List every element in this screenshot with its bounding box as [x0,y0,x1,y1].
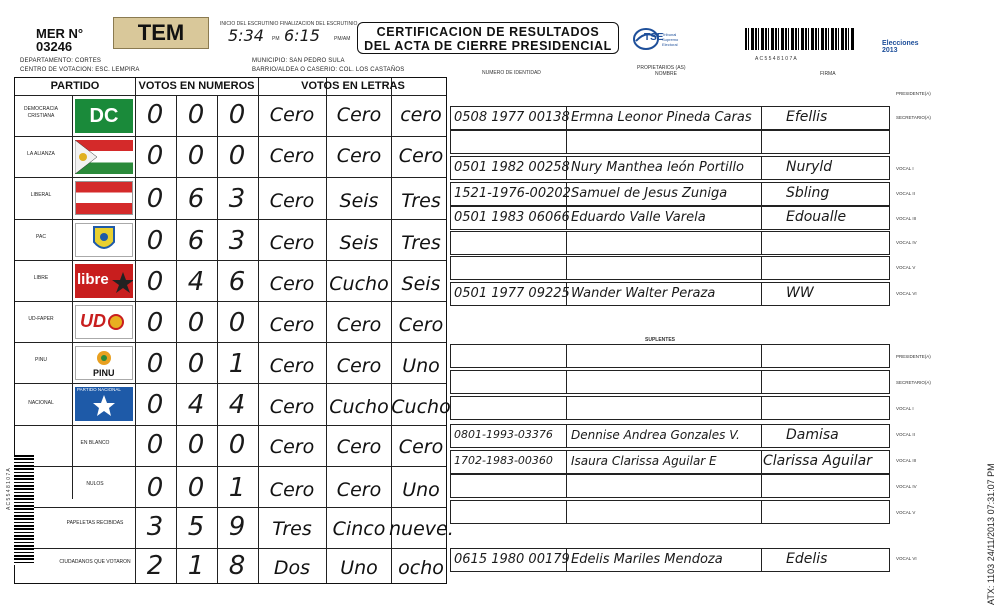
role-label: SECRETARIO(A) [896,380,931,385]
word: Cero [336,145,382,167]
digit: 1 [228,349,246,379]
digit: 0 [228,308,246,338]
votos-numeros-header: VOTOS EN NUMEROS [138,80,255,92]
digit: 4 [228,390,246,420]
word: Uno [340,557,378,579]
nombre: Isaura Clarissa Aguilar E [571,454,717,468]
nombre: Dennise Andrea Gonzales V. [571,428,740,442]
digit: 0 [228,430,246,460]
digit: 0 [146,141,164,171]
word: cero [400,104,442,126]
partido-header: PARTIDO [50,80,100,92]
party-row-pac [15,219,446,260]
nombre: Samuel de Jesus Zuniga [571,186,728,201]
digit: 0 [146,100,164,130]
propietario-row [450,206,890,230]
suplente-row [450,396,890,420]
word: Cucho [391,396,451,418]
digit: 2 [146,551,164,581]
suplente-row [450,344,890,368]
dni: 0615 1980 00179 [454,552,570,567]
pm-label-1: PM [272,36,280,42]
role-label: VOCAL V [896,510,916,515]
votos-letras-header: VOTOS EN LETRAS [301,80,405,92]
word: Cero [269,190,315,212]
role-label: VOCAL VI [896,556,917,561]
nacional-logo-text: PARTIDO NACIONAL [77,387,121,392]
digit: 0 [146,390,164,420]
word: Uno [402,355,440,377]
nombre: Ermna Leonor Pineda Caras [571,110,752,125]
role-label: PRESIDENTE(A) [896,354,931,359]
suplente-row [450,370,890,394]
propietario-row [450,182,890,206]
dni: 1521-1976-00202 [454,186,571,201]
numero-identidad-label: NUMERO DE IDENTIDAD [482,70,541,76]
mer-number: 03246 [36,39,73,54]
word: Cero [336,355,382,377]
side-stamp: ATX: 1103 24/11/2013 07:31:07 PM [986,463,996,605]
role-label: VOCAL IV [896,240,917,245]
party-name: NACIONAL [28,400,54,406]
alianza-logo [75,140,133,174]
pac-logo [75,223,133,257]
digit: 0 [146,226,164,256]
party-row-ud [15,301,446,342]
digit: 0 [146,308,164,338]
row-label: NULOS [86,481,104,487]
mer-label: MER N° [36,26,84,41]
word: Cero [269,436,315,458]
word: Tres [401,190,441,212]
row-nulos [15,466,446,507]
digit: 8 [228,551,246,581]
digit: 0 [228,141,246,171]
fin-value: 6:15 [284,26,320,45]
title-line-1: CERTIFICACION DE RESULTADOS [376,25,600,39]
party-name: PAC [36,234,46,240]
word: Tres [272,518,312,540]
role-label: VOCAL III [896,458,917,463]
propietario-row [450,282,890,306]
digit: 3 [146,512,164,542]
suplente-row [450,474,890,498]
propietario-row [450,106,890,130]
word: Cero [398,314,444,336]
inicio-value: 5:34 [228,26,264,45]
row-label: CIUDADANOS QUE VOTARON [59,559,131,565]
word: Cucho [329,273,389,295]
dni: 0501 1982 00258 [454,160,570,175]
suplente-row [450,500,890,524]
ud-logo [75,305,133,339]
role-label: PRESIDENTE(A) [896,91,931,96]
word: Cero [269,396,315,418]
nacional-star-icon [75,387,133,421]
inicio-label: INICIO DEL ESCRUTINIO FINALIZACION DEL ESCRUTINIO [220,21,358,27]
propietarios-label: PROPIETARIOS (AS) [637,65,686,71]
digit: 0 [187,308,205,338]
pac-shield-icon [76,224,132,256]
word: Cero [269,145,315,167]
word: Cero [269,314,315,336]
word: Cinco [332,518,386,540]
word: Cero [269,355,315,377]
firma: WW [786,285,814,301]
role-label: VOCAL III [896,216,917,221]
propietario-row [450,256,890,280]
digit: 0 [187,100,205,130]
tem-badge: TEM [113,17,209,49]
pinu-logo-text: PINU [93,368,115,378]
departamento: DEPARTAMENTO: CORTES [20,58,102,64]
row-label: EN BLANCO [80,440,110,446]
digit: 0 [146,267,164,297]
liberal-logo [75,181,133,215]
pm-label-2: PM/AM [334,36,351,42]
digit: 0 [228,100,246,130]
digit: 6 [187,184,205,214]
pinu-logo [75,346,133,380]
barrio: BARRIO/ALDEA O CASERIO: COL. LOS CASTAÑOS [252,67,405,73]
word: Cero [269,104,315,126]
dni: 1702-1983-00360 [454,454,553,467]
role-label: VOCAL V [896,265,916,270]
results-table [14,77,454,584]
row-en-blanco [15,425,446,466]
libre-star-icon [75,264,133,298]
suplente-row [450,424,890,448]
propietario-row [450,130,890,154]
title-line-2: DEL ACTA DE CIERRE PRESIDENCIAL [364,39,612,53]
centro: CENTRO DE VOTACION: ESC. LEMPIRA [20,67,140,73]
digit: 4 [187,267,205,297]
firma-label: FIRMA [820,71,836,77]
ud-sun-icon [76,306,132,338]
party-name: PINU [35,357,47,363]
party-name: DEMOCRACIA CRISTIANA [24,106,58,119]
nombre: Edelis Mariles Mendoza [571,552,723,567]
word: Cero [269,479,315,501]
firma: Edelis [786,551,828,567]
party-name: LIBERAL [30,192,52,198]
party-row-dc [15,95,446,136]
alianza-emblem-icon [75,140,133,174]
pinu-flower-icon [76,347,132,369]
title-box [357,22,619,54]
digit: 0 [146,184,164,214]
nombre: Nury Manthea león Portillo [571,160,744,175]
firma: Sbling [786,185,830,201]
role-label: SECRETARIO(A) [896,115,931,120]
party-row-nacional [15,383,451,425]
dni: 0801-1993-03376 [454,428,553,441]
municipio: MUNICIPIO: SAN PEDRO SULA [252,58,345,64]
word: nueve. [389,518,454,540]
dni: 0508 1977 00138 [454,110,570,125]
tse-label: TSE [644,32,664,43]
nombre-label: NOMBRE [655,71,677,77]
left-barcode [14,455,34,565]
word: Dos [273,557,311,579]
role-label: VOCAL I [896,166,914,171]
firma: Damisa [786,427,839,443]
party-row-libre [15,260,446,301]
digit: 4 [187,390,205,420]
propietario-row [450,231,890,255]
word: Seis [339,190,379,212]
word: Cucho [329,396,389,418]
word: Seis [339,232,379,254]
word: ocho [398,557,444,579]
firma: Clarissa Aguilar [763,453,872,469]
digit: 3 [228,226,246,256]
word: Seis [401,273,441,295]
row-label: PAPELETAS RECIBIDAS [66,520,124,526]
digit: 0 [187,349,205,379]
digit: 5 [187,512,205,542]
libre-logo [75,264,133,298]
digit: 1 [228,473,246,503]
role-label: VOCAL VI [896,291,917,296]
word: Cero [398,436,444,458]
digit: 0 [146,473,164,503]
role-label: VOCAL I [896,406,914,411]
digit: 0 [187,473,205,503]
row-ciudadanos [15,548,446,584]
nacional-logo [75,387,133,421]
suplente-row [450,450,890,474]
digit: 9 [228,512,246,542]
tse-logo [632,26,684,52]
tse-sub: Tribunal Supremo Electoral [662,32,679,47]
role-label: VOCAL II [896,191,915,196]
word: Tres [401,232,441,254]
nombre: Wander Walter Peraza [571,286,716,301]
digit: 6 [187,226,205,256]
digit: 0 [187,141,205,171]
firma: Nuryld [786,159,833,175]
role-label: VOCAL IV [896,484,917,489]
row-papeletas [15,507,454,548]
role-label: VOCAL II [896,432,915,437]
digit: 0 [146,349,164,379]
digit: 0 [187,430,205,460]
left-barcode-number: A C 5 5 4 8 1 0 7 A [6,468,12,510]
digit: 0 [146,430,164,460]
digit: 3 [228,184,246,214]
header-barcode [745,28,855,50]
dc-logo: DC [75,99,133,133]
suplente-row [450,548,890,572]
word: Cero [336,479,382,501]
word: Cero [336,314,382,336]
firma: Edoualle [786,209,847,225]
libre-logo-text: libre [77,271,109,288]
word: Uno [402,479,440,501]
party-row-liberal [15,177,446,219]
ud-logo-text: UD [80,311,106,331]
word: Cero [398,145,444,167]
party-name: UD-FAPER [28,316,54,322]
party-name: LIBRE [33,275,49,281]
digit: 6 [228,267,246,297]
dni: 0501 1977 09225 [454,286,570,301]
elecciones-logo: Elecciones 2013 [882,40,919,54]
header-barcode-number: A C 5 5 4 8 1 0 7 A [755,56,797,62]
party-row-pinu [15,342,446,383]
word: Cero [269,273,315,295]
suplentes-title: SUPLENTES [645,337,676,343]
firma: Efellis [786,109,828,125]
party-row-alianza [15,136,446,177]
dni: 0501 1983 06066 [454,210,570,225]
word: Cero [269,232,315,254]
word: Cero [336,436,382,458]
party-name: LA ALIANZA [27,151,55,157]
propietario-row [450,156,890,180]
nombre: Eduardo Valle Varela [571,210,706,225]
word: Cero [336,104,382,126]
digit: 1 [187,551,205,581]
